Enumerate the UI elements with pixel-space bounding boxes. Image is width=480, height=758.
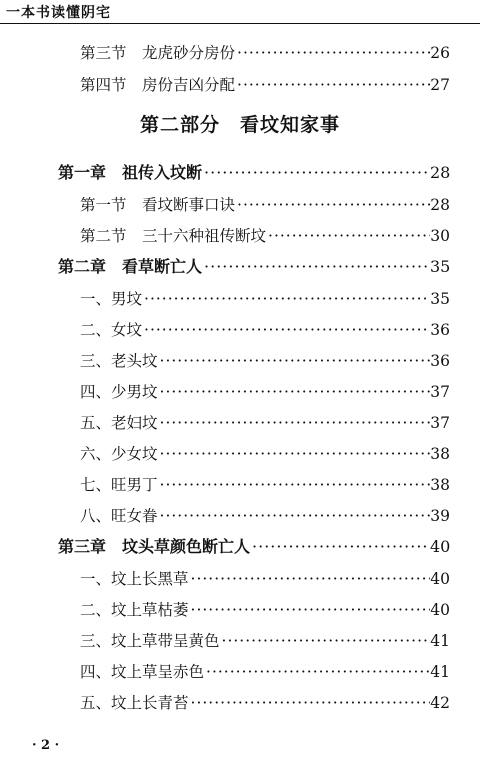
toc-entry-label: 六、少女坟 xyxy=(80,445,158,463)
toc-entry-item[interactable] xyxy=(80,472,450,498)
toc-entry-label: 二、坟上草枯萎 xyxy=(80,601,189,619)
page-number: · 2 · xyxy=(32,738,60,753)
toc-entry-page: 35 xyxy=(430,290,450,308)
toc-leader-dots xyxy=(158,348,430,374)
toc-entry-item[interactable] xyxy=(80,286,450,312)
toc-entry-item[interactable] xyxy=(80,317,450,343)
toc-entry-page: 40 xyxy=(430,537,451,556)
toc-entry-page: 38 xyxy=(430,445,450,463)
toc-entry-chapter[interactable] xyxy=(58,254,450,280)
toc-entry-label: 二、女坟 xyxy=(80,321,143,339)
toc-entry-page: 28 xyxy=(430,196,450,214)
toc-leader-dots xyxy=(189,597,430,623)
toc-leader-dots xyxy=(202,254,430,280)
toc-entry-page: 40 xyxy=(430,601,450,619)
toc-entry-label: 第四节 房份吉凶分配 xyxy=(80,76,236,94)
toc-entry-chapter[interactable] xyxy=(58,534,450,560)
toc-entry-label: 第二节 三十六种祖传断坟 xyxy=(80,227,267,245)
toc-entry-label: 一、男坟 xyxy=(80,290,143,308)
toc-entry-label: 五、老妇坟 xyxy=(80,414,158,432)
toc-entry-page: 37 xyxy=(430,383,450,401)
toc-leader-dots xyxy=(266,223,430,249)
toc-entry-label: 八、旺女眷 xyxy=(80,507,158,525)
toc-leader-dots xyxy=(189,690,430,716)
toc-entry-page: 36 xyxy=(430,321,450,339)
toc-entry-page: 28 xyxy=(430,163,451,182)
toc-entry-label: 七、旺男丁 xyxy=(80,476,158,494)
toc-entry-item[interactable] xyxy=(80,503,450,529)
toc-entry-label: 第三章 坟头草颜色断亡人 xyxy=(58,537,251,556)
toc-leader-dots xyxy=(158,441,430,467)
part-title: 第二部分 看坟知家事 xyxy=(139,114,340,136)
toc-entry-item[interactable] xyxy=(80,379,450,405)
toc-leader-dots xyxy=(204,659,430,685)
toc-entry-item[interactable] xyxy=(80,628,450,654)
toc-leader-dots xyxy=(202,160,430,186)
toc-leader-dots xyxy=(142,286,430,312)
toc-leader-dots xyxy=(158,379,430,405)
toc-entry-label: 三、老头坟 xyxy=(80,352,158,370)
toc-entry-page: 37 xyxy=(430,414,450,432)
toc-entry-label: 第一章 祖传入坟断 xyxy=(58,163,203,182)
toc-entry-item[interactable] xyxy=(80,441,450,467)
toc-entry-page: 39 xyxy=(430,507,450,525)
header-rule xyxy=(0,23,480,24)
toc-leader-dots xyxy=(220,628,430,654)
toc-entry-section[interactable] xyxy=(80,223,450,249)
toc-leader-dots xyxy=(189,566,430,592)
toc-leader-dots xyxy=(235,192,430,218)
toc-entry-item[interactable] xyxy=(80,597,450,623)
toc-entry-page: 30 xyxy=(430,227,450,245)
toc-entry-chapter[interactable] xyxy=(58,160,450,186)
toc-entry-item[interactable] xyxy=(80,566,450,592)
toc-entry-label: 一、坟上长黑草 xyxy=(80,570,189,588)
toc-leader-dots xyxy=(235,40,430,66)
toc-entry-page: 27 xyxy=(430,76,450,94)
toc-entry-section[interactable] xyxy=(80,192,450,218)
toc-entry-label: 第三节 龙虎砂分房份 xyxy=(80,44,236,62)
toc-entry-label: 三、坟上草带呈黄色 xyxy=(80,632,220,650)
toc-entry-item[interactable] xyxy=(80,690,450,716)
toc-entry-item[interactable] xyxy=(80,659,450,685)
toc-entry-page: 38 xyxy=(430,476,450,494)
toc-entry-page: 35 xyxy=(430,257,451,276)
toc-entry-item[interactable] xyxy=(80,410,450,436)
toc-leader-dots xyxy=(250,534,430,560)
toc-entry-label: 五、坟上长青苔 xyxy=(80,694,189,712)
toc-leader-dots xyxy=(158,472,430,498)
toc-entry-section[interactable] xyxy=(80,40,450,66)
toc-entry-label: 第二章 看草断亡人 xyxy=(58,257,203,276)
toc-entry-label: 第一节 看坟断事口诀 xyxy=(80,196,236,214)
toc-entry-item[interactable] xyxy=(80,348,450,374)
toc-entry-page: 36 xyxy=(430,352,450,370)
toc-entry-page: 26 xyxy=(430,44,450,62)
toc-entry-label: 四、坟上草呈赤色 xyxy=(80,663,205,681)
toc-entry-section[interactable] xyxy=(80,72,450,98)
toc-leader-dots xyxy=(158,410,430,436)
toc-entry-page: 42 xyxy=(430,694,450,712)
toc-leader-dots xyxy=(158,503,430,529)
toc-leader-dots xyxy=(142,317,430,343)
toc-entry-page: 40 xyxy=(430,570,450,588)
toc-entry-page: 41 xyxy=(430,663,450,681)
toc-entry-label: 四、少男坟 xyxy=(80,383,158,401)
running-header-title: 一本书读懂阴宅 xyxy=(6,5,111,21)
toc-entry-page: 41 xyxy=(430,632,450,650)
toc-leader-dots xyxy=(235,72,430,98)
